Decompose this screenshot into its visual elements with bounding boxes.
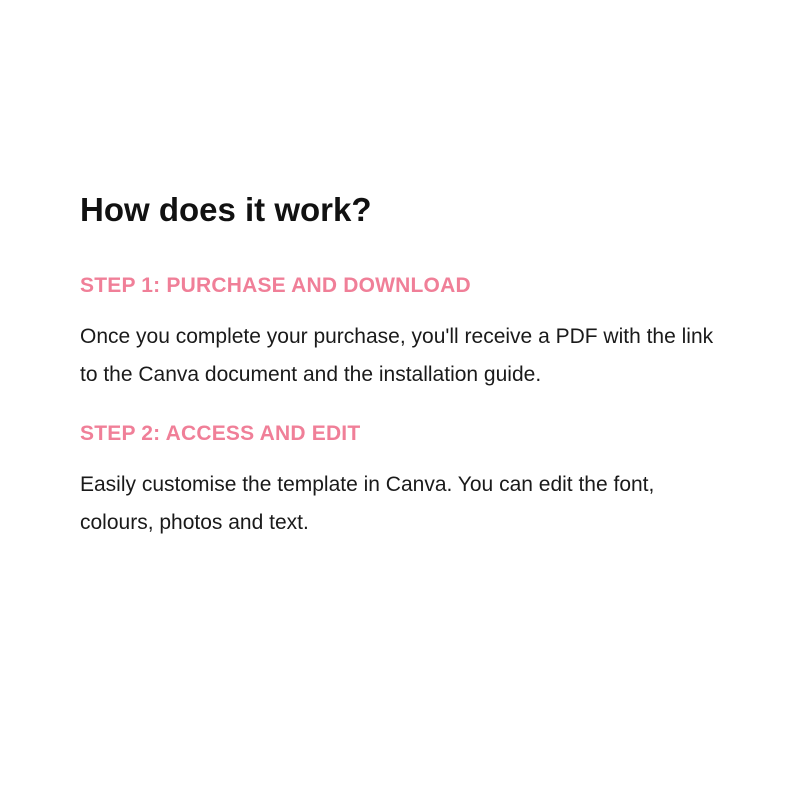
step-1 xyxy=(80,272,720,394)
step-2 xyxy=(80,420,720,542)
step-2-title: STEP 2: ACCESS AND EDIT xyxy=(80,422,361,445)
step-1-body: Once you complete your purchase, you'll receive a PDF with the link to the Canva document and the installation guide. xyxy=(80,325,714,386)
page-title: How does it work? xyxy=(80,191,372,228)
step-1-title: STEP 1: PURCHASE AND DOWNLOAD xyxy=(80,274,471,297)
content-block xyxy=(80,190,720,568)
step-2-body: Easily customise the template in Canva. You can edit the font, colours, photos and text. xyxy=(80,473,655,534)
